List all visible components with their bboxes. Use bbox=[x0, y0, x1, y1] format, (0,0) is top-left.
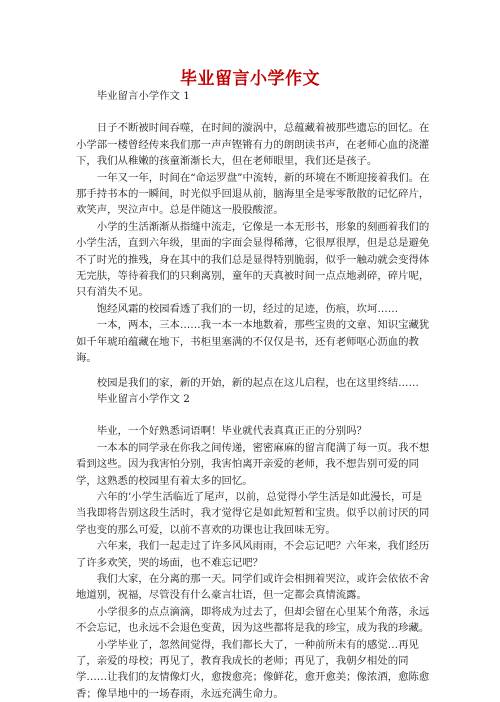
paragraph: 一本，两本，三本……我一本一本地数着，那些宝贵的文章、知识宝藏犹如千年琥珀蕴藏在地下，书柜里塞满的不仅仅是书，还有老师呕心沥血的教诲。 bbox=[76, 319, 430, 365]
section-1-subtitle: 毕业留言小学作文 1 bbox=[96, 90, 190, 102]
paragraph: 我们大家，在分离的那一天。同学们或许会相拥着哭泣，或许会依依不舍地道别，祝福，尽管没有什么豪言壮语，但一定都会真情流露。 bbox=[76, 572, 430, 602]
paragraph: 一本本的同学录在你我之间传递，密密麻麻的留言爬满了每一页。我不想看到这些。因为我害怕分别，我害怕离开亲爱的老师，我不想告别可爱的同学，这熟悉的校园里有着太多的回忆。 bbox=[76, 441, 430, 487]
paragraph: 小学的生活渐渐从指缝中流走，它像是一本无形书，形象的刻画着我们的小学生活，直到六年级，里面的字面会显得稀薄，它很厚很厚，但是总是避免不了时光的推残，身在其中的我们总是显得特别脆弱，似乎一触动就会变得体无完肤，等待着我们的只剩离别，童年的天真被时间一点点地剥碎，碎片呢，只有消失不见。 bbox=[76, 220, 430, 299]
paragraph: 六年来，我们一起走过了许多风风雨雨，不会忘记吧？六年来，我们经历了许多欢笑，哭的场面，也不难忘记吧？ bbox=[76, 540, 430, 569]
paragraph: 小学毕业了，忽然间觉得，我们都长大了，一种前所未有的感觉…再见了，亲爱的母校；再见了，教育我成长的老师；再见了，我朝夕相处的同学……让我们的友情像灯火，愈拨愈亮；像鲜花，愈开愈美；像浓酒，愈陈愈香；像旱地中的一场春雨，永远充满生命力。 bbox=[76, 638, 430, 700]
paragraph: 一年又一年，时间在“命运罗盘”中流转，新的环境在不断迎接着我们。在那手持书本的一瞬间，时光似乎回退从前，脑海里全是零零散散的记忆碎片，欢笑声，哭泣声中。总是伴随这一股股酸涩。 bbox=[76, 171, 430, 217]
paragraph: 六年的’小学生活临近了尾声，以前，总觉得小学生活是如此漫长，可是当我即将告别这段生活时，我才觉得它是如此短暂和宝贵。似乎以前讨厌的同学也变的那么可爱，以前不喜欢的功课也让我回味无穷。 bbox=[76, 490, 430, 536]
document-title: 毕业留言小学作文 bbox=[180, 69, 320, 89]
paragraph: 校园是我们的家，新的开始，新的起点在这儿启程，也在这里终结…… bbox=[96, 376, 419, 389]
paragraph: 饱经风霜的校园看透了我们的一切，经过的足迹，伤痕，坎坷…… bbox=[96, 302, 399, 315]
paragraph: 小学很多的点点滴滴，即将成为过去了，但却会留在心里某个角落，永远不会忘记，也永远不会退色变黄，因为这些都将是我的珍宝，成为我的珍藏。 bbox=[76, 605, 430, 635]
paragraph: 毕业，一个好熟悉词语啊！毕业就代表真真正正的分别吗？ bbox=[96, 425, 367, 438]
paragraph: 日子不断被时间吞噬，在时间的漩涡中，总蕴藏着被那些遗忘的回忆。在小学部一楼曾经传来我们那一声声铿锵有力的朗朗读书声，在老师心血的浇灌下，我们从稚嫩的孩童渐渐长大，但在老师眼里，我们还是孩子。 bbox=[76, 122, 430, 168]
document-body bbox=[76, 88, 430, 702]
section-2-subtitle: 毕业留言小学作文 2 bbox=[96, 392, 190, 405]
